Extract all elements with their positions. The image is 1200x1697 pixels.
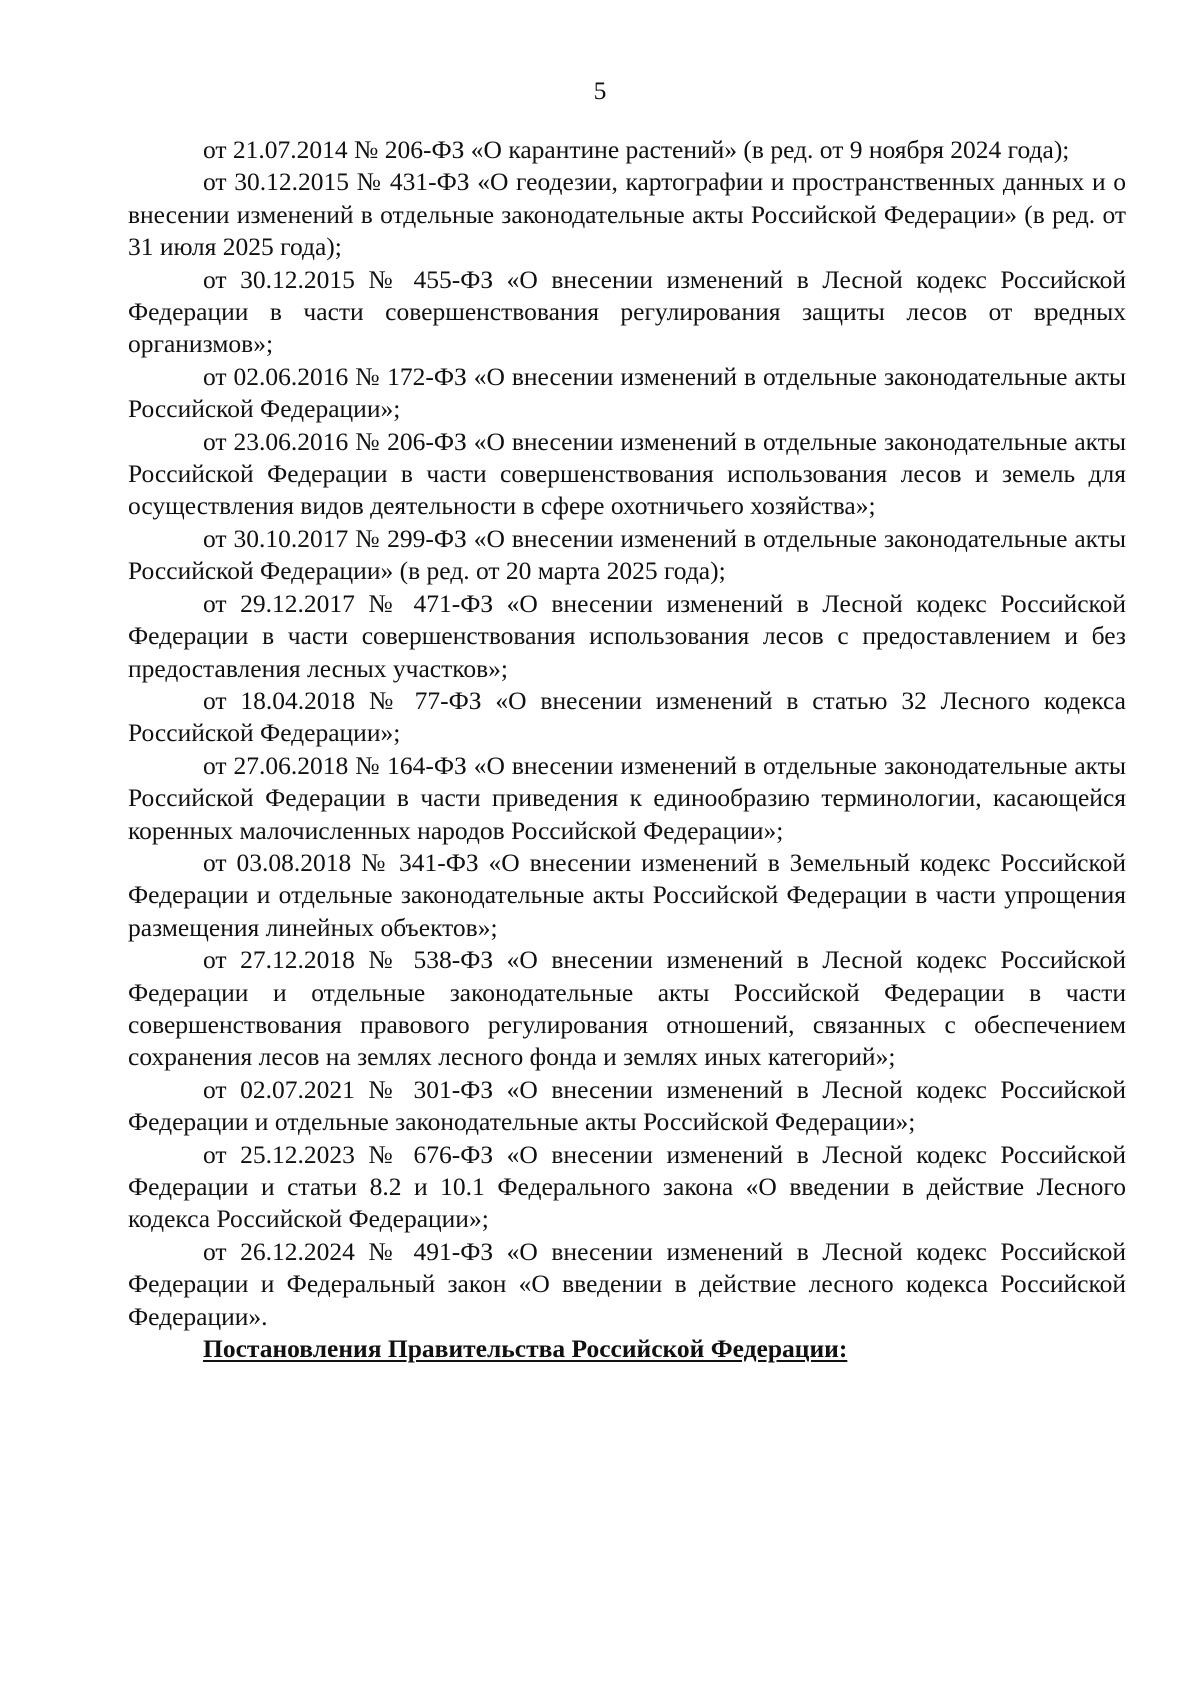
page-number: 5: [593, 76, 607, 105]
section-heading-text: Постановления Правительства Российской Федерации:: [203, 1334, 848, 1364]
law-item: от 02.07.2021 № 301-ФЗ «О внесении изменений в Лесной кодекс Российской Федерации и отдельные законодательные акты Российской Федерации»;: [128, 1074, 1126, 1137]
law-item: от 26.12.2024 № 491-ФЗ «О внесении изменений в Лесной кодекс Российской Федерации и Федеральный закон «О введении в действие лесного кодекса Российской Федерации».: [128, 1236, 1126, 1331]
law-item: от 03.08.2018 № 341-ФЗ «О внесении изменений в Земельный кодекс Российской Федерации и отдельные законодательные акты Российской Федерации в части упрощения размещения линейных объектов»;: [128, 847, 1126, 942]
law-item: от 21.07.2014 № 206-ФЗ «О карантине растений» (в ред. от 9 ноября 2024 года);: [203, 135, 1070, 164]
law-item: от 30.12.2015 № 431-ФЗ «О геодезии, картографии и пространственных данных и о внесении изменений в отдельные законодательные акты Российской Федерации» (в ред. от 31 июля 2025 года);: [128, 167, 1126, 262]
section-heading: [128, 1333, 1126, 1365]
law-item: от 25.12.2023 № 676-ФЗ «О внесении изменений в Лесной кодекс Российской Федерации и статьи 8.2 и 10.1 Федерального закона «О введении в действие Лесного кодекса Российской Федерации»;: [128, 1139, 1126, 1234]
law-item: от 30.12.2015 № 455-ФЗ «О внесении изменений в Лесной кодекс Российской Федерации в части совершенствования регулирования защиты лесов от вредных организмов»;: [128, 264, 1126, 359]
law-item: от 30.10.2017 № 299-ФЗ «О внесении изменений в отдельные законодательные акты Российской Федерации» (в ред. от 20 марта 2025 года);: [128, 523, 1126, 586]
law-item: от 02.06.2016 № 172-ФЗ «О внесении изменений в отдельные законодательные акты Российской Федерации»;: [128, 361, 1126, 424]
law-item: от 27.06.2018 № 164-ФЗ «О внесении изменений в отдельные законодательные акты Российской Федерации в части приведения к единообразию терминологии, касающейся коренных малочисленных народов Российской Федерации»;: [128, 750, 1126, 845]
law-list: [128, 134, 1126, 1365]
law-item: от 18.04.2018 № 77-ФЗ «О внесении изменений в статью 32 Лесного кодекса Российской Федерации»;: [128, 685, 1126, 748]
law-item: от 23.06.2016 № 206-ФЗ «О внесении изменений в отдельные законодательные акты Российской Федерации в части совершенствования использования лесов и земель для осуществления видов деятельности в сфере охотничьего хозяйства»;: [128, 426, 1126, 521]
law-item: от 27.12.2018 № 538-ФЗ «О внесении изменений в Лесной кодекс Российской Федерации и отдельные законодательные акты Российской Федерации в части совершенствования правового регулирования отношений, связанных с обеспечением сохранения лесов на землях лесного фонда и землях иных категорий»;: [128, 945, 1126, 1072]
law-item: от 29.12.2017 № 471-ФЗ «О внесении изменений в Лесной кодекс Российской Федерации в части совершенствования использования лесов с предоставлением и без предоставления лесных участков»;: [128, 588, 1126, 683]
